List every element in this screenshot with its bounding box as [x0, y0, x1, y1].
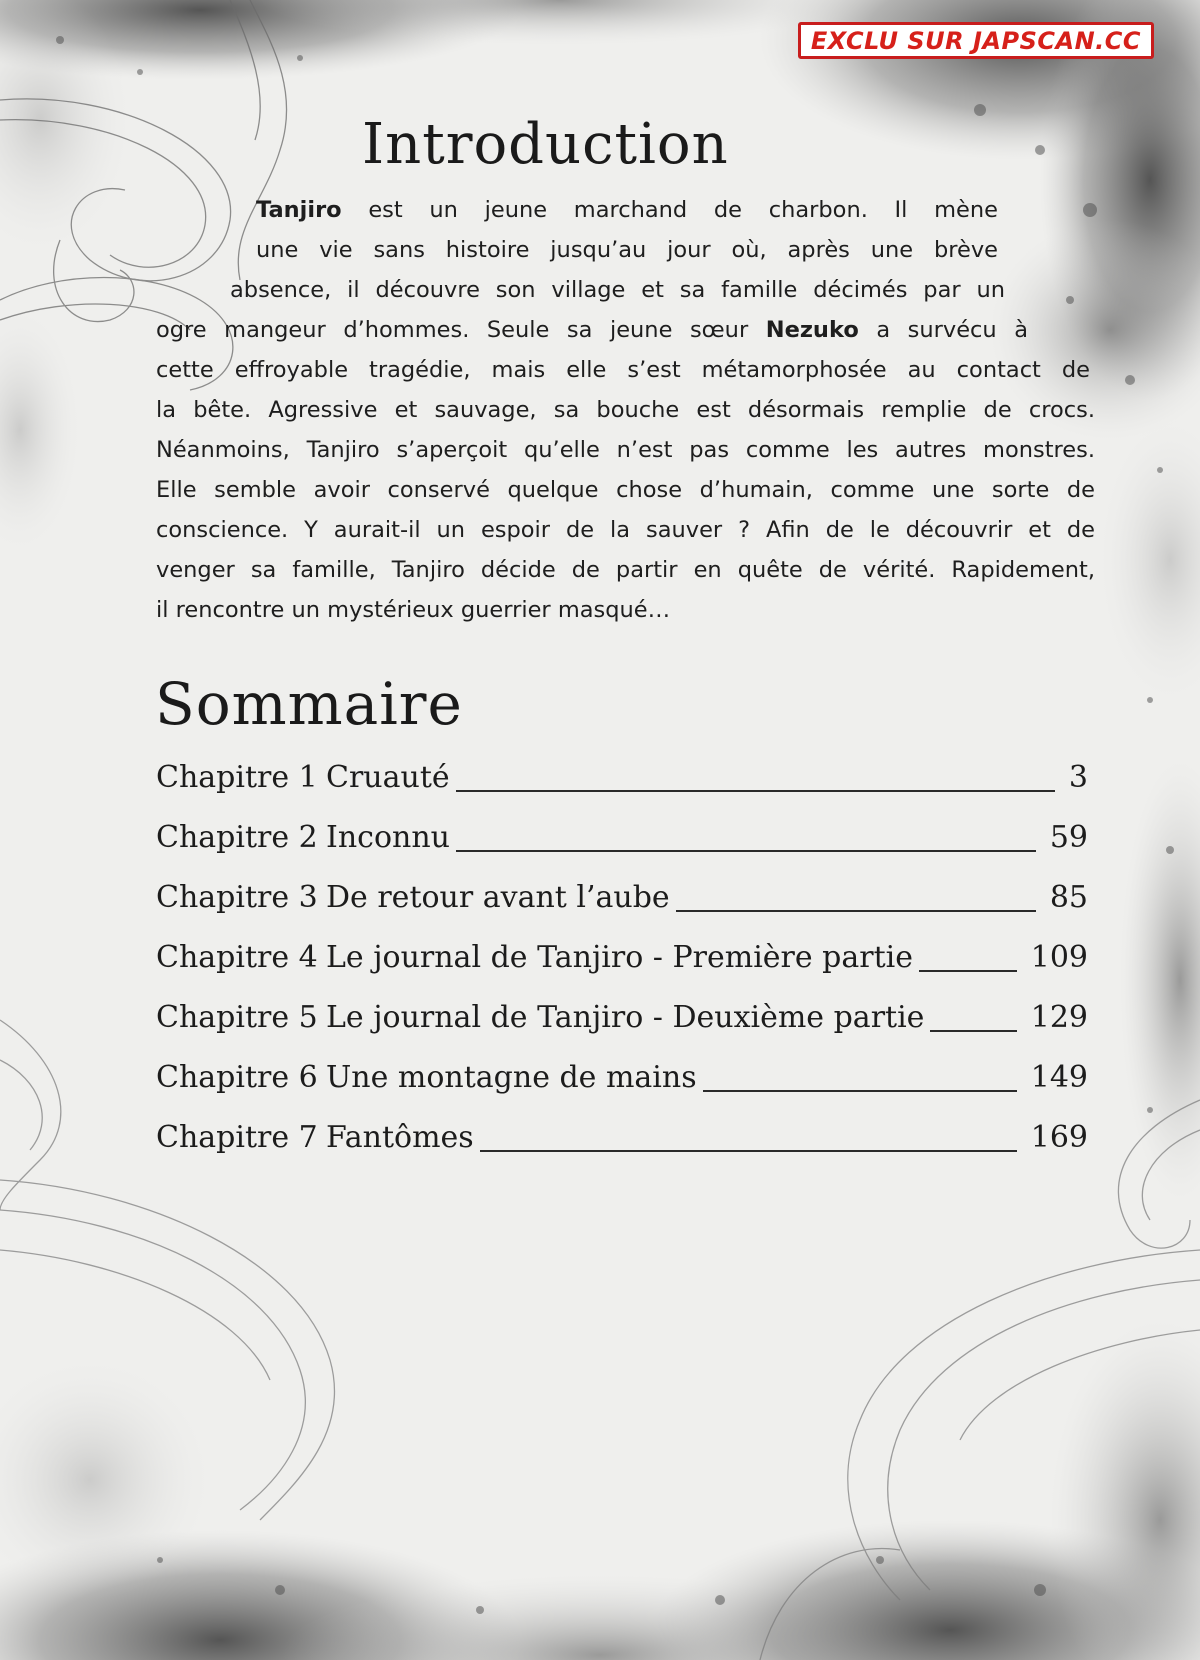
toc-page-number: 169 — [1030, 1120, 1088, 1155]
toc-page-number: 109 — [1030, 940, 1088, 975]
toc-entry[interactable] — [156, 992, 1088, 1040]
toc-chapter-number: Chapitre 3 — [156, 880, 318, 915]
toc-chapter-number: Chapitre 7 — [156, 1120, 318, 1155]
introduction-title: Introduction — [362, 112, 729, 177]
intro-line: la bête. Agressive et sauvage, sa bouche est désormais remplie de crocs. — [156, 397, 1095, 423]
toc-chapter-number: Chapitre 5 — [156, 1000, 318, 1035]
toc-leader-line — [919, 970, 1017, 972]
toc-entry[interactable] — [156, 932, 1088, 980]
toc-page-number: 129 — [1030, 1000, 1088, 1035]
toc-chapter-title: De retour avant l’aube — [326, 880, 670, 915]
intro-line: une vie sans histoire jusqu’au jour où, après une brève — [256, 237, 998, 263]
toc-entry[interactable] — [156, 872, 1088, 920]
toc-chapter-title: Une montagne de mains — [326, 1060, 697, 1095]
sommaire-title: Sommaire — [155, 670, 463, 738]
intro-line: cette effroyable tragédie, mais elle s’est métamorphosée au contact de — [156, 357, 1090, 383]
intro-line: absence, il découvre son village et sa famille décimés par un — [230, 277, 1005, 303]
toc-page-number: 85 — [1049, 880, 1088, 915]
toc-chapter-title: Le journal de Tanjiro - Première partie — [326, 940, 914, 975]
intro-line: ogre mangeur d’hommes. Seule sa jeune sœur Nezuko a survécu à — [156, 317, 1028, 343]
intro-line: il rencontre un mystérieux guerrier masqué… — [156, 597, 671, 623]
toc-entry[interactable] — [156, 1112, 1088, 1160]
toc-chapter-number: Chapitre 1 — [156, 760, 318, 795]
toc-chapter-number: Chapitre 2 — [156, 820, 318, 855]
toc-entry[interactable] — [156, 752, 1088, 800]
site-watermark: EXCLU SUR JAPSCAN.CC — [798, 22, 1154, 59]
toc-leader-line — [456, 850, 1036, 852]
intro-line: Néanmoins, Tanjiro s’aperçoit qu’elle n’est pas comme les autres monstres. — [156, 437, 1095, 463]
toc-page-number: 149 — [1030, 1060, 1088, 1095]
toc-page-number: 59 — [1049, 820, 1088, 855]
intro-line: conscience. Y aurait-il un espoir de la sauver ? Afin de le découvrir et de — [156, 517, 1095, 543]
toc-chapter-number: Chapitre 6 — [156, 1060, 318, 1095]
toc-leader-line — [703, 1090, 1017, 1092]
toc-leader-line — [480, 1150, 1017, 1152]
intro-line: Elle semble avoir conservé quelque chose d’humain, comme une sorte de — [156, 477, 1095, 503]
intro-line: Tanjiro est un jeune marchand de charbon. Il mène — [256, 197, 998, 223]
toc-leader-line — [456, 790, 1055, 792]
toc-page-number: 3 — [1068, 760, 1088, 795]
toc-entry[interactable] — [156, 1052, 1088, 1100]
toc-leader-line — [676, 910, 1036, 912]
toc-leader-line — [930, 1030, 1017, 1032]
toc-chapter-number: Chapitre 4 — [156, 940, 318, 975]
toc-chapter-title: Inconnu — [326, 820, 450, 855]
toc-chapter-title: Le journal de Tanjiro - Deuxième partie — [326, 1000, 925, 1035]
intro-line: venger sa famille, Tanjiro décide de partir en quête de vérité. Rapidement, — [156, 557, 1095, 583]
toc-entry[interactable] — [156, 812, 1088, 860]
toc-chapter-title: Fantômes — [326, 1120, 474, 1155]
toc-chapter-title: Cruauté — [326, 760, 450, 795]
